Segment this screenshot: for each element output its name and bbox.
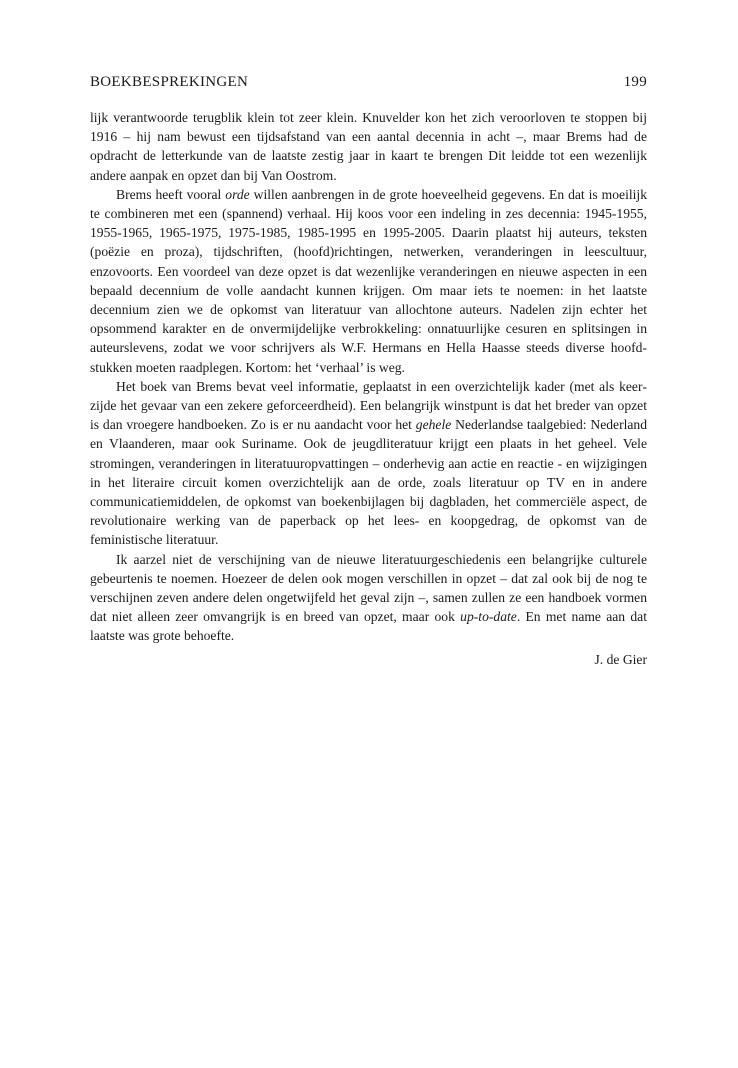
body-text <box>90 108 647 646</box>
paragraph-4 <box>90 550 647 646</box>
text-run: willen aanbrengen in de grote hoeveelheid gegevens. En dat is moeilijk te combineren met een (spannend) verhaal. Hij koos voor een indeling in zes decennia: 1945-1955, 1955-1965, 1965-1975, 1975-1985, 1985-1995 en 1995-2005. Daarin plaatst hij auteurs, teksten (poëzie en proza), tijdschriften, (hoofd)richtingen, netwerken, veranderingen in leescultuur, enzovoorts. Een voordeel van deze opzet is dat wezenlijke veranderingen en nieuwe aspecten in een bepaald decennium de volle aandacht kunnen krijgen. Om maar iets te noemen: in het laatste decennium zien we de opkomst van literatuur van allochtone auteurs. Nadelen zijn echter het opsommend karakter en de onvermijdelijke verbrokkeling: onnatuurlijke cesuren en splitsingen in auteurslevens, zodat we voor schrijvers als W.F. Hermans en Hella Haasse steeds diverse hoofdstukken moeten raadplegen. Kortom: het ‘verhaal’ is weg. <box>90 186 647 375</box>
text-run: Het boek van Brems bevat veel informatie, geplaatst in een overzichtelijk kader (met als keerzijde het gevaar van een zekere geforceerdheid). Een belangrijk winstpunt is dat het breder van opzet is dan vroegere handboeken. Zo is er nu aandacht voor het <box>90 378 647 433</box>
text-run: Brems heeft vooral <box>116 186 226 202</box>
italic-term: gehele <box>415 417 452 433</box>
section-title: BOEKBESPREKINGEN <box>90 74 249 90</box>
paragraph-1 <box>90 108 647 185</box>
text-run: Ik aarzel niet de verschijning van de nieuwe literatuurgeschiedenis een belangrijke culturele gebeurtenis te noemen. Hoezeer de delen ook mogen verschillen in opzet – dat zal ook bij de nog te verschijnen zeven andere delen ongetwijfeld het geval zijn –, samen zullen ze een handboek vormen dat niet alleen zeer omvangrijk is en breed van opzet, maar ook <box>90 551 647 625</box>
italic-term: orde <box>225 186 250 202</box>
page-number: 199 <box>623 74 647 90</box>
text-run: lijk verantwoorde terugblik klein tot zeer klein. Knuvelder kon het zich veroorloven te stoppen bij 1916 – hij nam bewust een tijdsafstand van een aantal decennia in acht –, maar Brems had de opdracht de letterkunde van de laatste zestig jaar in kaart te brengen Dit leidde tot een wezenlijk andere aanpak en opzet dan bij Van Oostrom. <box>90 110 647 183</box>
running-header <box>90 74 647 91</box>
book-review-page <box>90 74 647 669</box>
paragraph-3 <box>90 377 647 550</box>
text-run: . En met name aan dat laatste was grote behoefte. <box>90 609 647 644</box>
author-signature: J. de Gier <box>594 651 647 667</box>
paragraph-2 <box>90 185 647 377</box>
italic-term: up-to-date <box>460 609 517 625</box>
text-run: Nederlandse taalgebied: Nederland en Vlaanderen, maar ook Suriname. Ook de jeugdliteratuur krijgt een plaats in het geheel. Vele stromingen, veranderingen in literatuuropvattingen – onderhevig aan actie en reactie - en wijzigingen in het literaire circuit komen overzichtelijk aan de orde, zoals literatuur op TV en in andere communicatiemiddelen, de opkomst van boekenbijlagen bij dagbladen, het commerciële aspect, de revolutionaire werking van de paperback op het lees- en koopgedrag, de opkomst van de feministische literatuur. <box>90 417 648 548</box>
